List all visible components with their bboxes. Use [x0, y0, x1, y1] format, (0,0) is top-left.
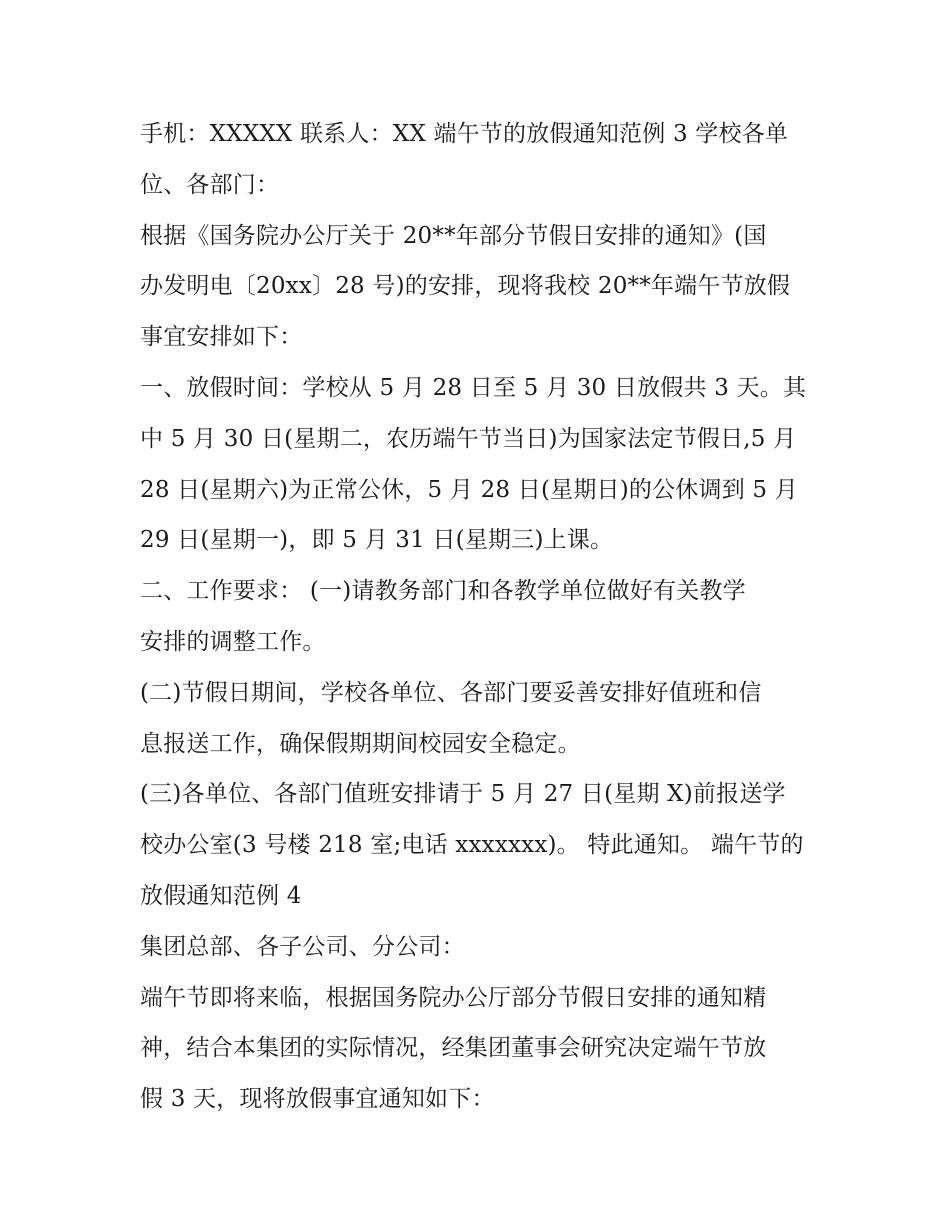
text-line: 28 日(星期六)为正常公休，5 月 28 日(星期日)的公休调到 5 月	[140, 476, 798, 503]
text-line: 安排的调整工作。	[140, 628, 326, 655]
text-line: 放假通知范例 4	[140, 882, 302, 909]
text-line: 位、各部门：	[140, 171, 280, 198]
text-line: 二、工作要求： (一)请教务部门和各教学单位做好有关教学	[140, 578, 746, 605]
text-line: 办发明电〔20xx〕28 号)的安排，现将我校 20**年端午节放假	[140, 273, 791, 300]
text-line: 息报送工作，确保假期期间校园安全稳定。	[140, 730, 581, 757]
text-line: 神，结合本集团的实际情况，经集团董事会研究决定端午节放	[140, 1035, 767, 1062]
text-line: 假 3 天，现将放假事宜通知如下：	[140, 1086, 495, 1113]
text-line: 事宜安排如下：	[140, 324, 303, 351]
text-line: 校办公室(3 号楼 218 室;电话 xxxxxxx)。 特此通知。 端午节的	[140, 832, 804, 859]
text-line: 手机：XXXXX 联系人：XX 端午节的放假通知范例 3 学校各单	[140, 121, 789, 147]
text-line: (三)各单位、各部门值班安排请于 5 月 27 日(星期 X)前报送学	[140, 781, 786, 808]
text-line: (二)节假日期间，学校各单位、各部门要妥善安排好值班和信	[140, 679, 762, 706]
text-line: 中 5 月 30 日(星期二，农历端午节当日)为国家法定节假日,5 月	[140, 425, 797, 452]
text-line: 端午节即将来临，根据国务院办公厅部分节假日安排的通知精	[140, 984, 767, 1011]
document-body	[140, 109, 830, 1125]
text-line: 集团总部、各子公司、分公司：	[140, 933, 465, 960]
text-line: 根据《国务院办公厅关于 20**年部分节假日安排的通知》(国	[140, 222, 767, 249]
text-line: 一、放假时间：学校从 5 月 28 日至 5 月 30 日放假共 3 天。其	[140, 374, 807, 401]
text-line: 29 日(星期一)，即 5 月 31 日(星期三)上课。	[140, 527, 614, 554]
